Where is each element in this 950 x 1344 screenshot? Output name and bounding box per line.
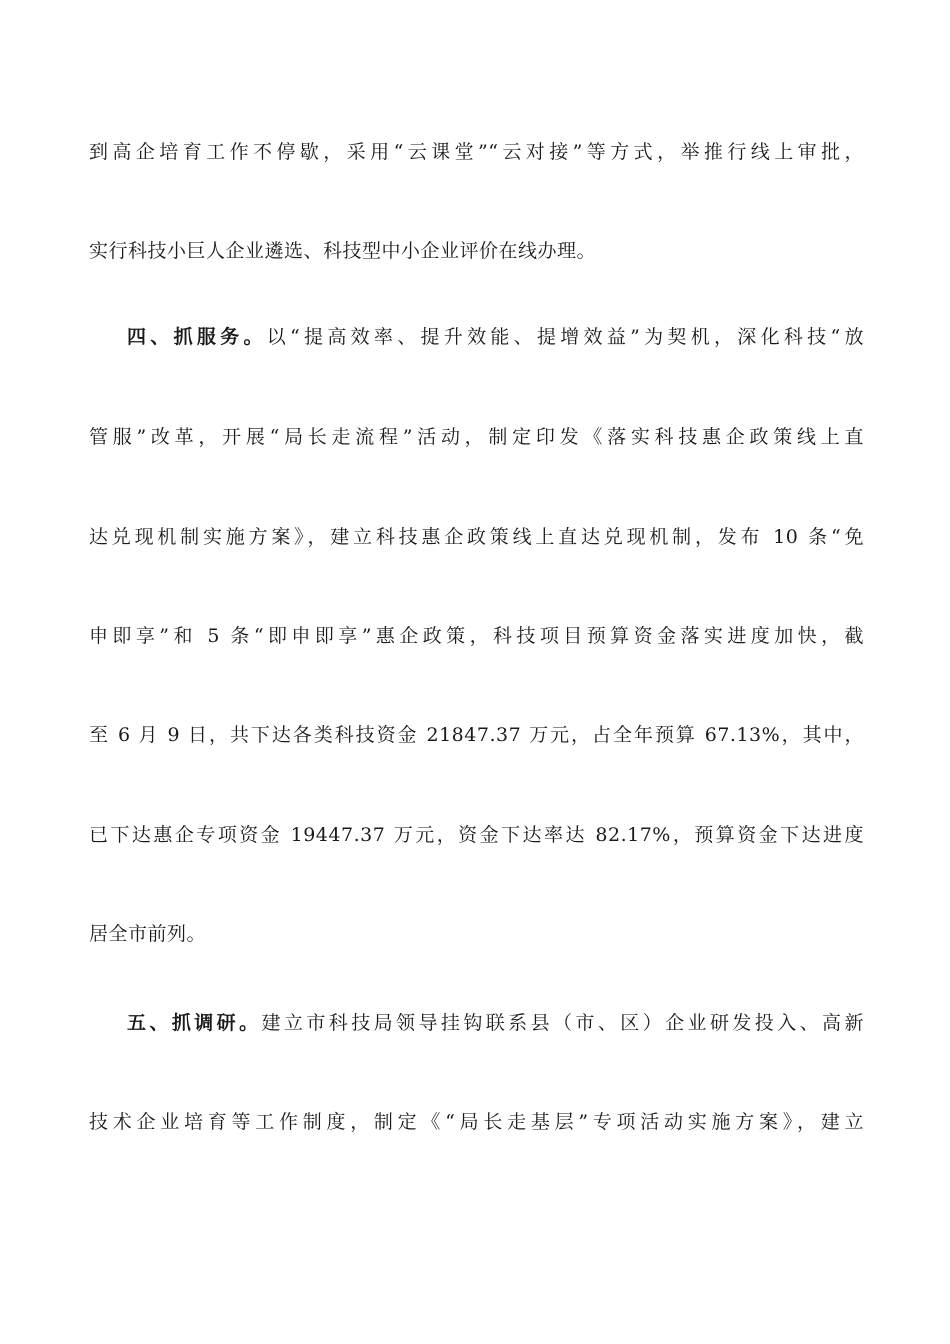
section-heading: 四、抓服务。: [127, 326, 267, 348]
section-heading: 五、抓调研。: [127, 1012, 262, 1034]
line-text: 至 6 月 9 日，共下达各类科技资金 21847.37 万元，占全年预算 67.13%，其中，: [89, 724, 864, 746]
line-text: 管服”改革，开展“局长走流程”活动，制定印发《落实科技惠企政策线上直: [89, 426, 864, 448]
paragraph-line: [89, 234, 864, 268]
paragraph-line: [89, 718, 864, 752]
paragraph-line: [89, 818, 864, 852]
paragraph-line: [89, 917, 864, 951]
paragraph-line: [127, 320, 864, 354]
paragraph-line: [89, 420, 864, 454]
line-text: 已下达惠企专项资金 19447.37 万元，资金下达率达 82.17%，预算资金下达进度: [89, 824, 864, 846]
paragraph-line: [89, 619, 864, 653]
line-text: 以“提高效率、提升效能、提增效益”为契机，深化科技“放: [266, 326, 864, 348]
paragraph-line: [127, 1006, 864, 1040]
line-text: 实行科技小巨人企业遴选、科技型中小企业评价在线办理。: [89, 240, 597, 262]
line-text: 建立市科技局领导挂钩联系县（市、区）企业研发投入、高新: [261, 1012, 864, 1034]
line-text: 申即享”和 5 条“即申即享”惠企政策，科技项目预算资金落实进度加快，截: [89, 625, 864, 647]
line-text: 居全市前列。: [89, 923, 207, 945]
paragraph-line: [89, 520, 864, 554]
line-text: 到高企培育工作不停歇，采用“云课堂”“云对接”等方式，举推行线上审批，: [89, 141, 864, 163]
paragraph-line: [89, 135, 864, 169]
paragraph-line: [89, 1105, 864, 1139]
line-text: 技术企业培育等工作制度，制定《“局长走基层”专项活动实施方案》，建立: [89, 1111, 864, 1133]
line-text: 达兑现机制实施方案》，建立科技惠企政策线上直达兑现机制，发布 10 条“免: [89, 526, 864, 548]
